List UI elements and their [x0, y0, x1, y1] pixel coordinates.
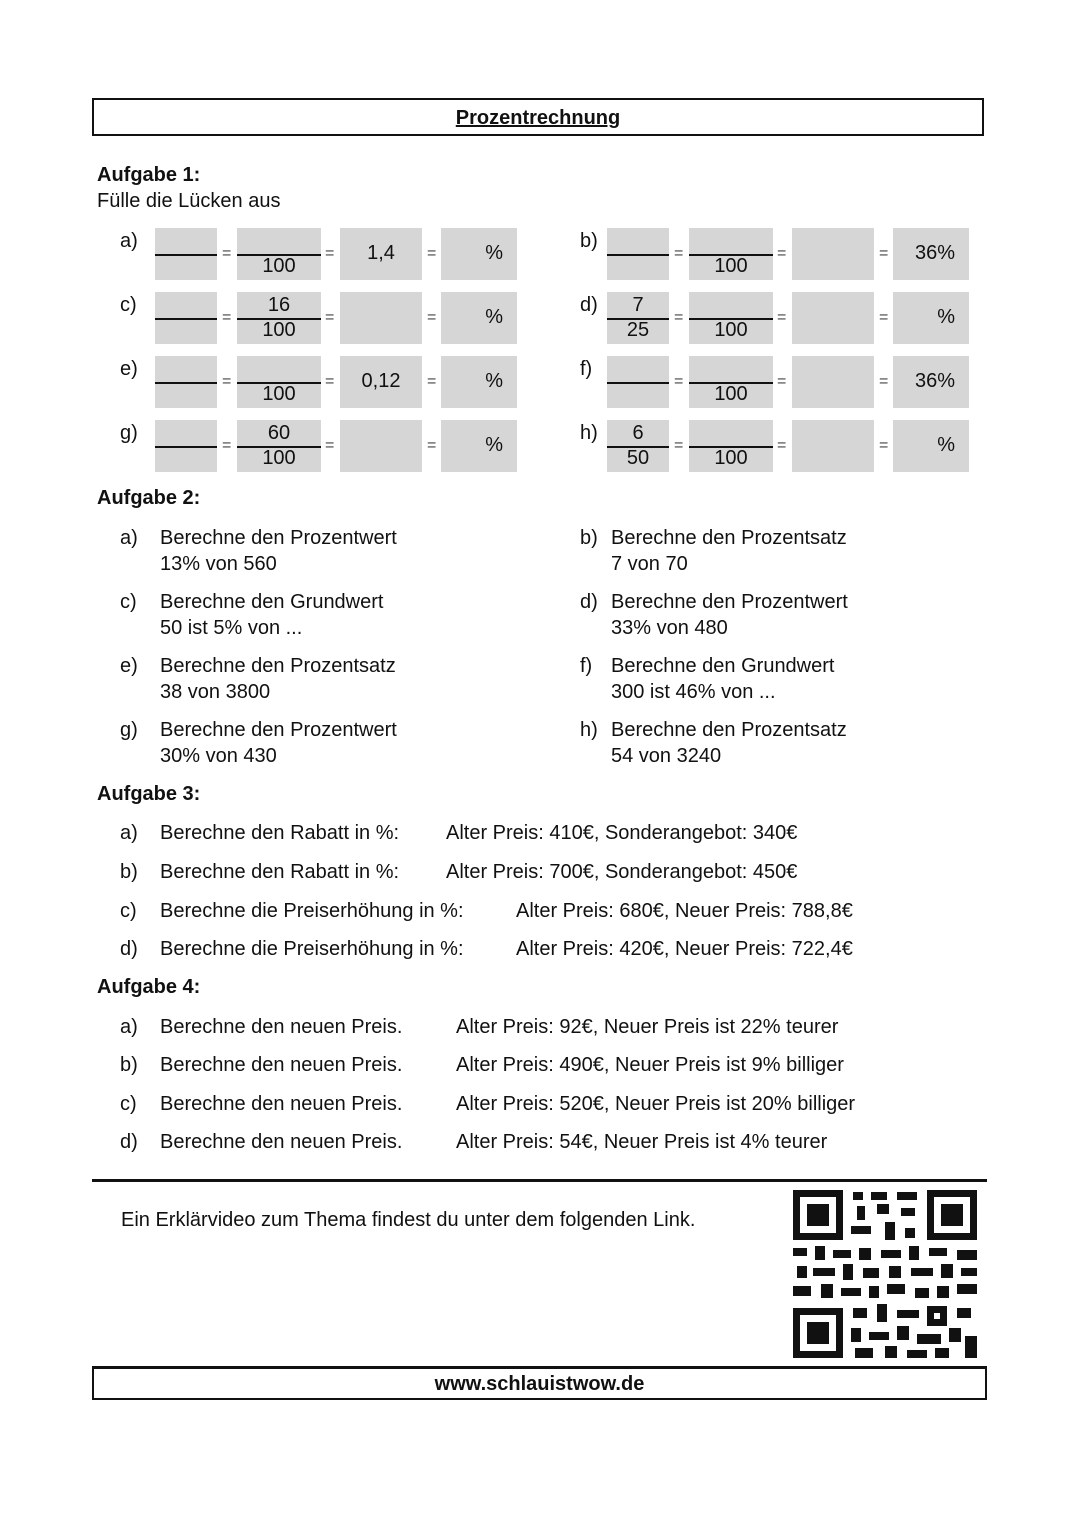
denominator: 100: [262, 255, 296, 277]
denominator: 100: [714, 447, 748, 469]
equals-sign: =: [325, 309, 335, 326]
equals-sign: =: [777, 309, 787, 326]
task4-item-label: b): [120, 1054, 138, 1076]
percent-value: %: [937, 434, 955, 456]
equals-sign: =: [674, 437, 684, 454]
task1-item-label: h): [580, 422, 598, 444]
task2-item-values: 38 von 3800: [160, 681, 271, 703]
hundredths-cell[interactable]: [689, 292, 773, 344]
numerator: 16: [267, 294, 291, 316]
hundredths-cell[interactable]: [237, 420, 321, 472]
fraction-bar: [155, 382, 217, 384]
equals-sign: =: [427, 309, 437, 326]
decimal-cell[interactable]: [340, 228, 422, 280]
task3-item-instruction: Berechne die Preiserhöhung in %:: [160, 938, 464, 960]
percent-value: %: [485, 242, 503, 264]
task2-item-instruction: Berechne den Grundwert: [160, 591, 384, 613]
equals-sign: =: [222, 309, 232, 326]
fraction-bar: [155, 318, 217, 320]
task2-item-values: 7 von 70: [611, 553, 688, 575]
fraction-cell[interactable]: [607, 292, 669, 344]
task2-item-values: 33% von 480: [611, 617, 728, 639]
percent-cell[interactable]: [441, 228, 517, 280]
percent-value: %: [485, 370, 503, 392]
decimal-cell[interactable]: [340, 292, 422, 344]
divider: [92, 1179, 987, 1182]
fraction-cell[interactable]: [155, 292, 217, 344]
percent-value: %: [485, 306, 503, 328]
task2-item-instruction: Berechne den Prozentsatz: [611, 527, 847, 549]
fraction-cell[interactable]: [607, 228, 669, 280]
percent-value: 36%: [914, 242, 955, 264]
decimal-cell[interactable]: [792, 420, 874, 472]
task4-heading: Aufgabe 4:: [97, 976, 201, 998]
equals-sign: =: [325, 373, 335, 390]
hundredths-cell[interactable]: [689, 356, 773, 408]
task1-item-label: a): [120, 230, 138, 252]
task2-item-instruction: Berechne den Grundwert: [611, 655, 835, 677]
footer: [92, 1366, 987, 1400]
task2-item-values: 300 ist 46% von ...: [611, 681, 776, 703]
task1-item-label: f): [580, 358, 593, 380]
task2-item-label: f): [580, 655, 593, 677]
percent-cell[interactable]: [441, 292, 517, 344]
hundredths-cell[interactable]: [689, 228, 773, 280]
task4-item-instruction: Berechne den neuen Preis.: [160, 1131, 403, 1153]
denominator: 25: [626, 319, 650, 341]
equals-sign: =: [222, 245, 232, 262]
fraction-cell[interactable]: [607, 356, 669, 408]
denominator: 100: [714, 319, 748, 341]
decimal-value: 0,12: [361, 370, 401, 392]
task4-item-instruction: Berechne den neuen Preis.: [160, 1054, 403, 1076]
task3-item-instruction: Berechne die Preiserhöhung in %:: [160, 900, 464, 922]
task2-item-instruction: Berechne den Prozentsatz: [160, 655, 396, 677]
task1-instruction: Fülle die Lücken aus: [97, 190, 281, 212]
title-box: [92, 98, 984, 136]
decimal-cell[interactable]: [792, 228, 874, 280]
task1-item-label: e): [120, 358, 138, 380]
task1-item-label: c): [120, 294, 137, 316]
denominator: 50: [626, 447, 650, 469]
task2-item-values: 13% von 560: [160, 553, 277, 575]
task3-item-instruction: Berechne den Rabatt in %:: [160, 861, 400, 883]
task4-item-detail: Alter Preis: 54€, Neuer Preis ist 4% teurer: [456, 1131, 828, 1153]
equals-sign: =: [879, 309, 889, 326]
equals-sign: =: [879, 437, 889, 454]
fraction-cell[interactable]: [155, 420, 217, 472]
task1-item-label: g): [120, 422, 138, 444]
hundredths-cell[interactable]: [237, 356, 321, 408]
task4-item-label: c): [120, 1093, 137, 1115]
task4-item-detail: Alter Preis: 92€, Neuer Preis ist 22% teurer: [456, 1016, 839, 1038]
qr-code-icon[interactable]: [793, 1190, 977, 1358]
task3-item-detail: Alter Preis: 410€, Sonderangebot: 340€: [446, 822, 798, 844]
percent-cell[interactable]: [893, 292, 969, 344]
task3-item-label: b): [120, 861, 138, 883]
task3-item-detail: Alter Preis: 420€, Neuer Preis: 722,4€: [516, 938, 853, 960]
task4-item-instruction: Berechne den neuen Preis.: [160, 1093, 403, 1115]
task2-item-instruction: Berechne den Prozentsatz: [611, 719, 847, 741]
denominator: 100: [262, 447, 296, 469]
page-title: Prozentrechnung: [455, 107, 621, 129]
equals-sign: =: [777, 437, 787, 454]
equals-sign: =: [879, 373, 889, 390]
task4-item-detail: Alter Preis: 490€, Neuer Preis ist 9% billiger: [456, 1054, 844, 1076]
percent-value: %: [937, 306, 955, 328]
fraction-bar: [155, 254, 217, 256]
fraction-bar: [155, 446, 217, 448]
denominator: 100: [262, 383, 296, 405]
task2-item-label: d): [580, 591, 598, 613]
numerator: 60: [267, 422, 291, 444]
task1-item-label: d): [580, 294, 598, 316]
percent-cell[interactable]: [893, 228, 969, 280]
video-text: Ein Erklärvideo zum Thema findest du unter dem folgenden Link.: [121, 1209, 696, 1231]
equals-sign: =: [674, 245, 684, 262]
task4-item-label: a): [120, 1016, 138, 1038]
task2-item-label: g): [120, 719, 138, 741]
task2-item-label: b): [580, 527, 598, 549]
task1-heading: Aufgabe 1:: [97, 164, 201, 186]
equals-sign: =: [674, 309, 684, 326]
task4-item-instruction: Berechne den neuen Preis.: [160, 1016, 403, 1038]
percent-cell[interactable]: [893, 356, 969, 408]
equals-sign: =: [427, 437, 437, 454]
decimal-cell[interactable]: [792, 292, 874, 344]
task2-item-instruction: Berechne den Prozentwert: [160, 527, 397, 549]
equals-sign: =: [777, 245, 787, 262]
hundredths-cell[interactable]: [237, 292, 321, 344]
task2-item-label: e): [120, 655, 138, 677]
equals-sign: =: [222, 373, 232, 390]
denominator: 100: [714, 383, 748, 405]
decimal-value: 1,4: [367, 242, 395, 264]
denominator: 100: [714, 255, 748, 277]
fraction-cell[interactable]: [607, 420, 669, 472]
task3-item-label: c): [120, 900, 137, 922]
equals-sign: =: [879, 245, 889, 262]
hundredths-cell[interactable]: [237, 228, 321, 280]
equals-sign: =: [427, 245, 437, 262]
task4-item-detail: Alter Preis: 520€, Neuer Preis ist 20% billiger: [456, 1093, 856, 1115]
task2-item-instruction: Berechne den Prozentwert: [160, 719, 397, 741]
task2-item-values: 30% von 430: [160, 745, 277, 767]
percent-cell[interactable]: [441, 420, 517, 472]
percent-cell[interactable]: [893, 420, 969, 472]
percent-value: %: [485, 434, 503, 456]
decimal-cell[interactable]: [792, 356, 874, 408]
task3-item-instruction: Berechne den Rabatt in %:: [160, 822, 400, 844]
task2-item-label: h): [580, 719, 598, 741]
task3-heading: Aufgabe 3:: [97, 783, 201, 805]
decimal-cell[interactable]: [340, 356, 422, 408]
task1-item-label: b): [580, 230, 598, 252]
task2-item-instruction: Berechne den Prozentwert: [611, 591, 848, 613]
task3-item-label: d): [120, 938, 138, 960]
equals-sign: =: [674, 373, 684, 390]
task2-item-values: 54 von 3240: [611, 745, 722, 767]
task4-item-label: d): [120, 1131, 138, 1153]
task2-heading: Aufgabe 2:: [97, 487, 201, 509]
fraction-bar: [607, 382, 669, 384]
fraction-cell[interactable]: [155, 356, 217, 408]
equals-sign: =: [222, 437, 232, 454]
task2-item-label: c): [120, 591, 137, 613]
task3-item-detail: Alter Preis: 680€, Neuer Preis: 788,8€: [516, 900, 853, 922]
task2-item-label: a): [120, 527, 138, 549]
equals-sign: =: [325, 437, 335, 454]
task3-item-detail: Alter Preis: 700€, Sonderangebot: 450€: [446, 861, 798, 883]
percent-cell[interactable]: [441, 356, 517, 408]
denominator: 100: [262, 319, 296, 341]
hundredths-cell[interactable]: [689, 420, 773, 472]
task3-item-label: a): [120, 822, 138, 844]
decimal-cell[interactable]: [340, 420, 422, 472]
equals-sign: =: [325, 245, 335, 262]
equals-sign: =: [777, 373, 787, 390]
fraction-cell[interactable]: [155, 228, 217, 280]
task2-item-values: 50 ist 5% von ...: [160, 617, 303, 639]
numerator: 7: [632, 294, 644, 316]
website-link[interactable]: www.schlauistwow.de: [434, 1373, 645, 1395]
equals-sign: =: [427, 373, 437, 390]
numerator: 6: [632, 422, 644, 444]
fraction-bar: [607, 254, 669, 256]
percent-value: 36%: [914, 370, 955, 392]
